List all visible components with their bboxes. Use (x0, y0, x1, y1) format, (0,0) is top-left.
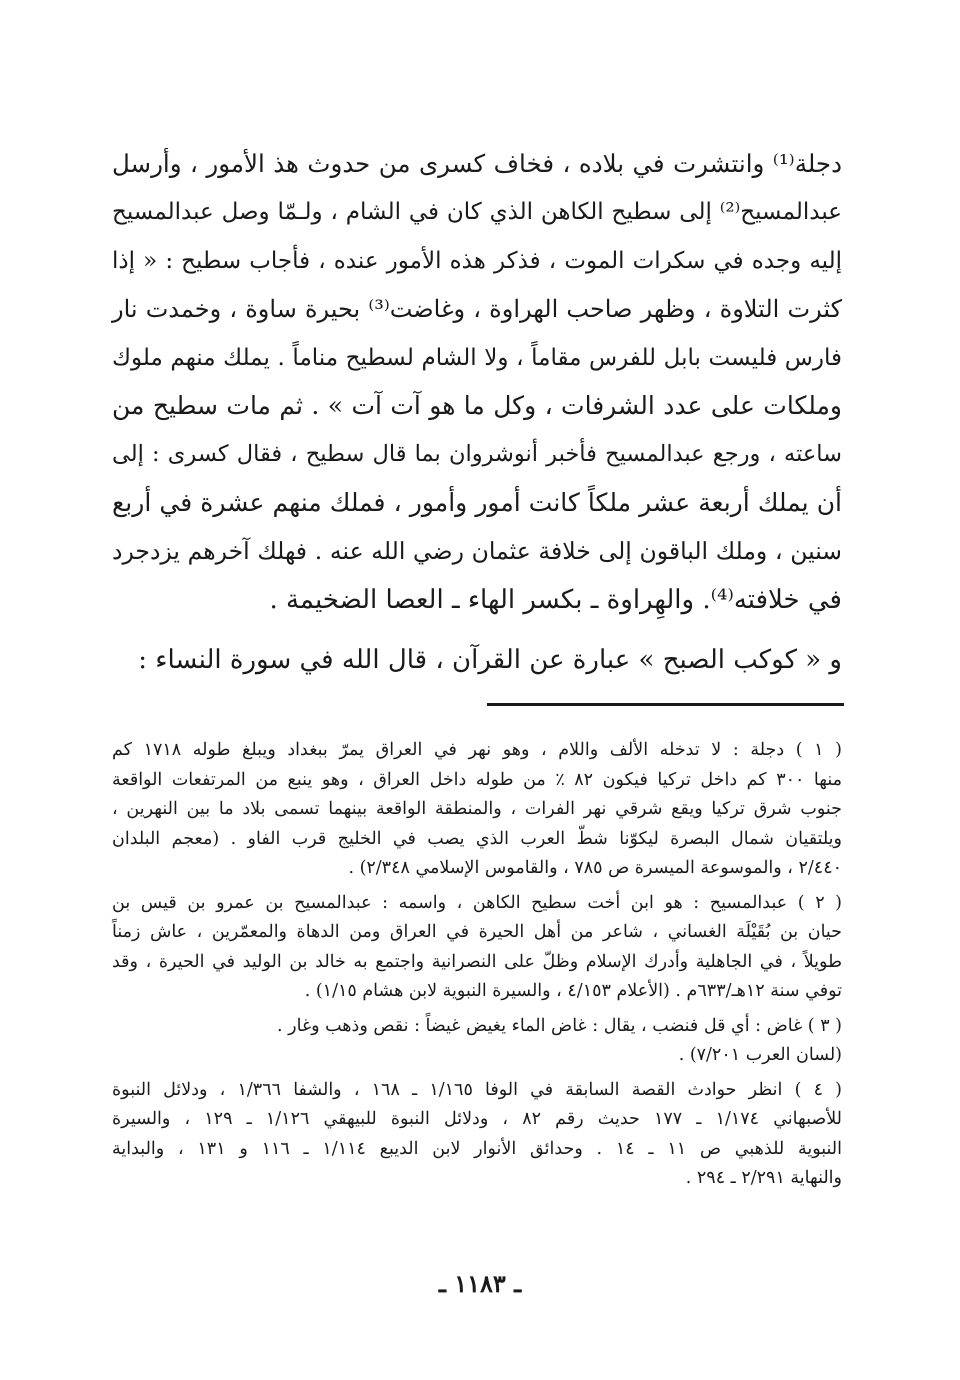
main-text-line: في خلافته⁽⁴⁾. والهِراوة ـ بكسر الهاء ـ العصا الضخيمة . (269, 584, 842, 615)
main-text (112, 140, 842, 624)
footnote-3 (112, 1012, 842, 1071)
main-text-line: أن يملك أربعة عشر ملكاً كانت أمور وأمور ، فملك منهم عشرة في أربع (112, 487, 842, 517)
main-text-line: سنين ، وملك الباقون إلى خلافة عثمان رضي الله عنه . فهلك آخرهم يزدجرد (112, 537, 842, 566)
quran-intro-line: و « كوكب الصبح » عبارة عن القرآن ، قال الله في سورة النساء : (138, 645, 842, 675)
footnote-line: ( ٢ ) عبدالمسيح : هو ابن أخت سطيح الكاهن ، واسمه : عبدالمسيح بن عمرو بن قيس بن (112, 892, 843, 913)
main-text-line: دجلة⁽¹⁾ وانتشرت في بلاده ، فخاف كسرى من حدوث هذ الأمور ، وأرسل (112, 149, 842, 178)
page-number: ـ ١١٨٣ ـ (438, 1269, 522, 1298)
footnote-line: (لسان العرب ٧/٢٠١) . (678, 1045, 842, 1065)
footnote-line: ويلتقيان شمال البصرة ليكوّنا شطّ العرب الذي يصب في الخليج قرب الفاو . (معجم البلدان (112, 828, 842, 849)
main-text-line: كثرت التلاوة ، وظهر صاحب الهراوة ، وغاضت⁽³⁾ بحيرة ساوة ، وخمدت نار (112, 295, 842, 324)
footnotes (112, 736, 842, 1199)
footnote-4 (112, 1076, 842, 1194)
main-text-line: وملكات على عدد الشرفات ، وكل ما هو آت آت » . ثم مات سطيح من (112, 390, 842, 420)
footnote-separator (487, 703, 844, 706)
footnote-line: النبوية للذهبي ص ١١ ـ ١٤ . وحدائق الأنوار لابن الديبع ١/١١٤ ـ ١١٦ و ١٣١ ، والبداية (112, 1138, 842, 1159)
main-text-line: فارس فليست بابل للفرس مقاماً ، ولا الشام لسطيح مناماً . يملك منهم ملوك (112, 344, 842, 371)
footnote-line: جنوب شرق تركيا ويقع شرقي نهر الفرات ، والمنطقة الواقعة بينهما تسمى بلاد ما بين النهرين ، (112, 799, 842, 819)
footnote-line: ٢/٤٤٠ ، والموسوعة الميسرة ص ٧٨٥ ، والقاموس الإسلامي ٢/٣٤٨) . (348, 858, 842, 878)
footnote-line: ( ١ ) دجلة : لا تدخله الألف واللام ، وهو نهر في العراق يمرّ ببغداد ويبلغ طوله ١٧١٨ كم (112, 740, 843, 760)
footnote-1 (112, 736, 842, 884)
footnote-line: للأصبهاني ١/١٧٤ ـ ١٧٧ حديث رقم ٨٢ ، ودلائل النبوة للبيهقي ١/١٢٦ ـ ١٢٩ ، والسيرة (112, 1109, 842, 1129)
footnote-line: حيان بن بُقَيْلَة الغساني ، شاعر من أهل الحيرة في العراق ومن الدهاة والمعمّرين ، عاش زمناً (112, 922, 842, 942)
footnote-line: ( ٤ ) انظر حوادث القصة السابقة في الوفا ١/١٦٥ ـ ١٦٨ ، والشفا ١/٣٦٦ ، ودلائل النبوة (112, 1079, 843, 1100)
main-text-line: إليه وجده في سكرات الموت ، فذكر هذه الأمور عنده ، فأجاب سطيح : « إذا (112, 247, 842, 274)
footnote-line: توفي سنة ١٢هـ/٦٣٣م . (الأعلام ٤/١٥٣ ، والسيرة النبوية لابن هشام ١/١٥) . (304, 981, 842, 1001)
footnote-line: ( ٣ ) غاض : أي قل فنضب ، يقال : غاض الماء يغيض غيضاً : نقص وذهب وغار . (277, 1015, 842, 1036)
footnote-line: منها ٣٠٠ كم داخل تركيا فيكون ٨٢ ٪ من طوله داخل العراق ، وهو ينبع من المرتفعات الواقعة (112, 769, 842, 790)
footnote-line: والنهاية ٢/٢٩١ ـ ٢٩٤ . (685, 1168, 842, 1188)
footnote-line: طويلاً ، في الجاهلية وأدرك الإسلام وظلّ على النصرانية واجتمع به خالد بن الوليد في الحيرة ، وقد (112, 951, 842, 972)
footnote-2 (112, 889, 842, 1007)
main-text-line: عبدالمسيح⁽²⁾ إلى سطيح الكاهن الذي كان في الشام ، ولـمّا وصل عبدالمسيح (112, 199, 842, 226)
main-text-line: ساعته ، ورجع عبدالمسيح فأخبر أنوشروان بما قال سطيح ، فقال كسرى : إلى (112, 441, 842, 468)
